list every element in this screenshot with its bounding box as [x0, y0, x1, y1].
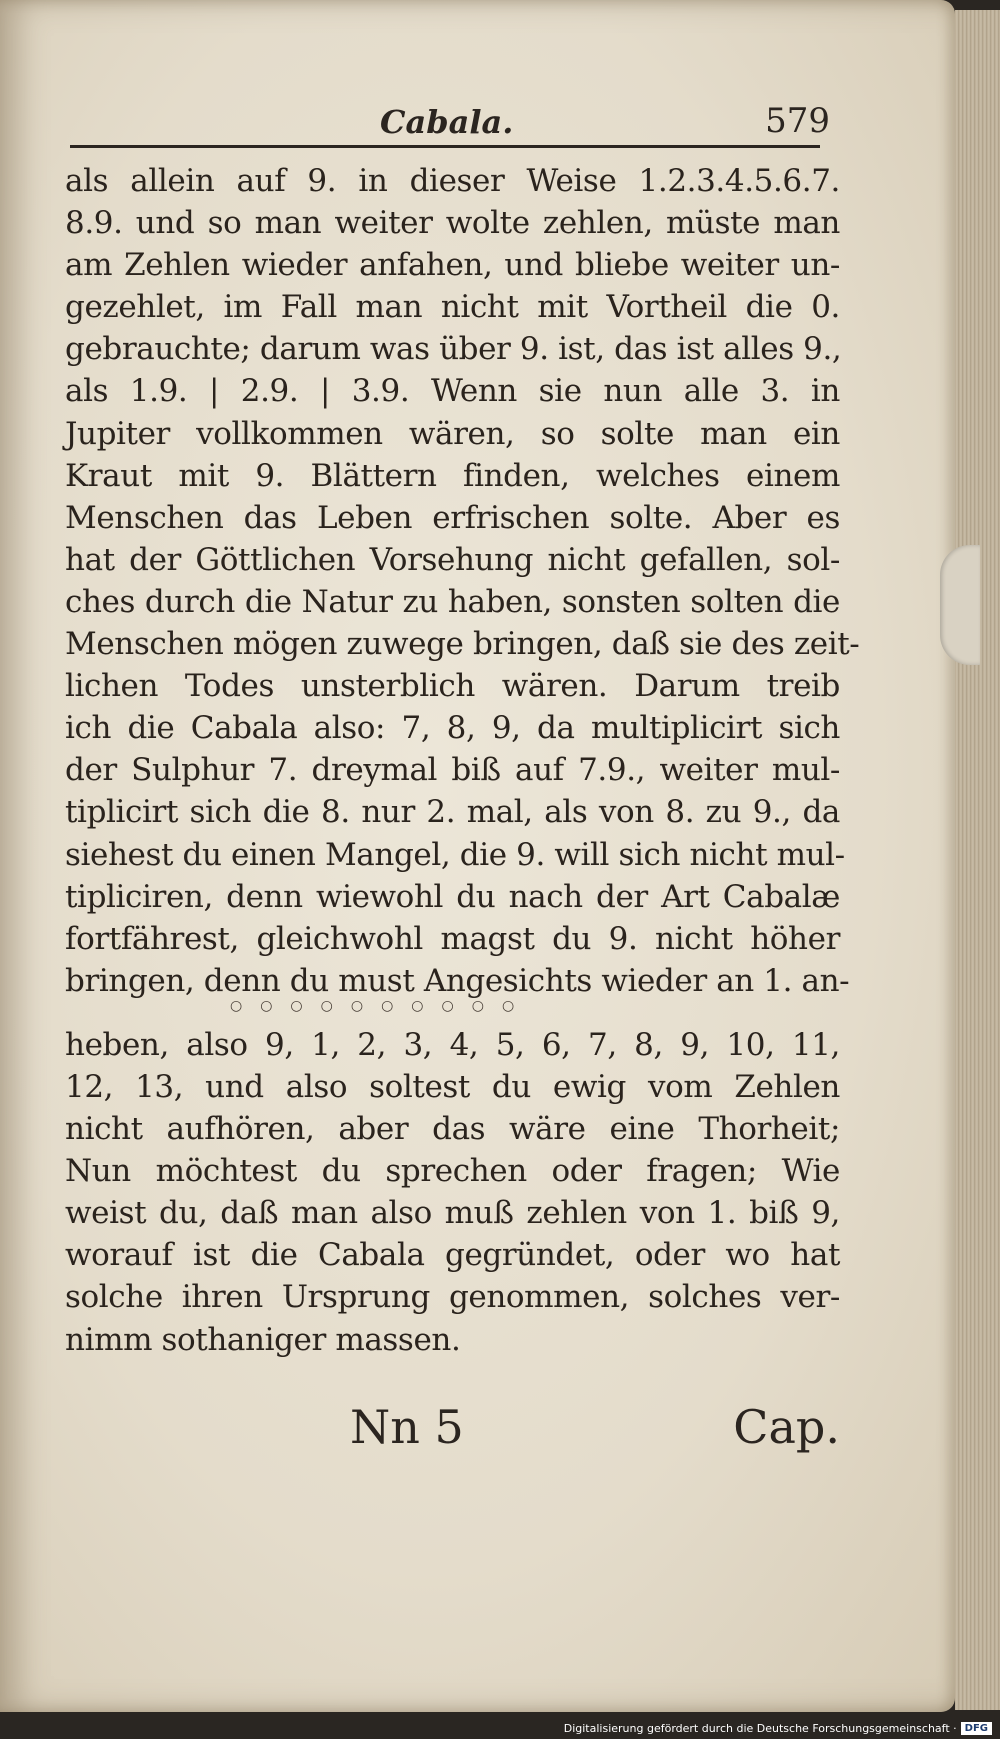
text-line: der Sulphur 7. dreymal biß auf 7.9., weiter mul-: [65, 752, 840, 789]
text-line: gezehlet, im Fall man nicht mit Vortheil die 0.: [65, 289, 840, 326]
text-line: ches durch die Natur zu haben, sonsten solten die: [65, 583, 840, 620]
text-line: fortfährest, gleichwohl magst du 9. nicht höher: [65, 920, 840, 957]
text-line: tipliciren, denn wiewohl du nach der Art Cabalæ: [65, 878, 840, 915]
text-line: Kraut mit 9. Blättern finden, welches einem: [65, 457, 840, 494]
text-line: tiplicirt sich die 8. nur 2. mal, als von 8. zu 9., da: [65, 794, 840, 831]
text-line: lichen Todes unsterblich wären. Darum treib: [65, 668, 840, 705]
text-line: 8.9. und so man weiter wolte zehlen, müste man: [65, 205, 840, 242]
text-line: worauf ist die Cabala gegründet, oder wo hat: [65, 1237, 840, 1274]
text-line: siehest du einen Mangel, die 9. will sich nicht mul-: [65, 836, 845, 873]
running-title: Cabala.: [380, 103, 514, 141]
catchline: [350, 1400, 840, 1460]
text-line: solche ihren Ursprung genommen, solches ver-: [65, 1279, 840, 1316]
text-line: nicht aufhören, aber das wäre eine Thorheit;: [65, 1111, 840, 1148]
text-line: ich die Cabala also: 7, 8, 9, da multiplicirt sich: [65, 710, 840, 747]
credit-text: Digitalisierung gefördert durch die Deutsche Forschungsgemeinschaft ·: [563, 1722, 957, 1735]
body-text: [65, 160, 860, 1361]
text-line: gebrauchte; darum was über 9. ist, das ist alles 9.,: [65, 331, 842, 368]
text-line: hat der Göttlichen Vorsehung nicht gefallen, sol-: [65, 541, 840, 578]
text-line: bringen, denn du must Angesichts wieder an 1. an-: [65, 962, 850, 999]
text-line: Menschen mögen zuwege bringen, daß sie des zeit-: [65, 626, 860, 663]
text-line: weist du, daß man also muß zehlen von 1. biß 9,: [65, 1195, 840, 1232]
text-line: Jupiter vollkommen wären, so solte man ein: [65, 415, 840, 452]
text-line: 12, 13, und also soltest du ewig vom Zehlen: [65, 1068, 840, 1105]
book-page-edges: [955, 10, 1000, 1710]
catchword: Cap.: [733, 1400, 840, 1454]
dfg-logo: DFG: [961, 1722, 992, 1735]
number-circle-marks: ○○○○○○○○○○: [230, 998, 533, 1014]
text-line: Nun möchtest du sprechen oder fragen; Wie: [65, 1153, 840, 1190]
page-header: [70, 95, 830, 145]
text-line: Menschen das Leben erfrischen solte. Aber es: [65, 499, 840, 536]
header-rule: [70, 145, 820, 148]
text-line: als 1.9. | 2.9. | 3.9. Wenn sie nun alle 3. in: [65, 373, 840, 410]
text-line: als allein auf 9. in dieser Weise 1.2.3.4.5.6.7.: [65, 163, 840, 199]
text-line: nimm sothaniger massen.: [65, 1321, 461, 1358]
text-line: am Zehlen wieder anfahen, und bliebe weiter un-: [65, 247, 840, 284]
text-line: heben, also 9, 1, 2, 3, 4, 5, 6, 7, 8, 9, 10, 11,: [65, 1026, 840, 1063]
page-number: 579: [765, 101, 830, 141]
page-clip-shadow: [940, 545, 980, 665]
digitization-credit: [564, 1722, 992, 1735]
signature-mark: Nn 5: [350, 1400, 464, 1454]
